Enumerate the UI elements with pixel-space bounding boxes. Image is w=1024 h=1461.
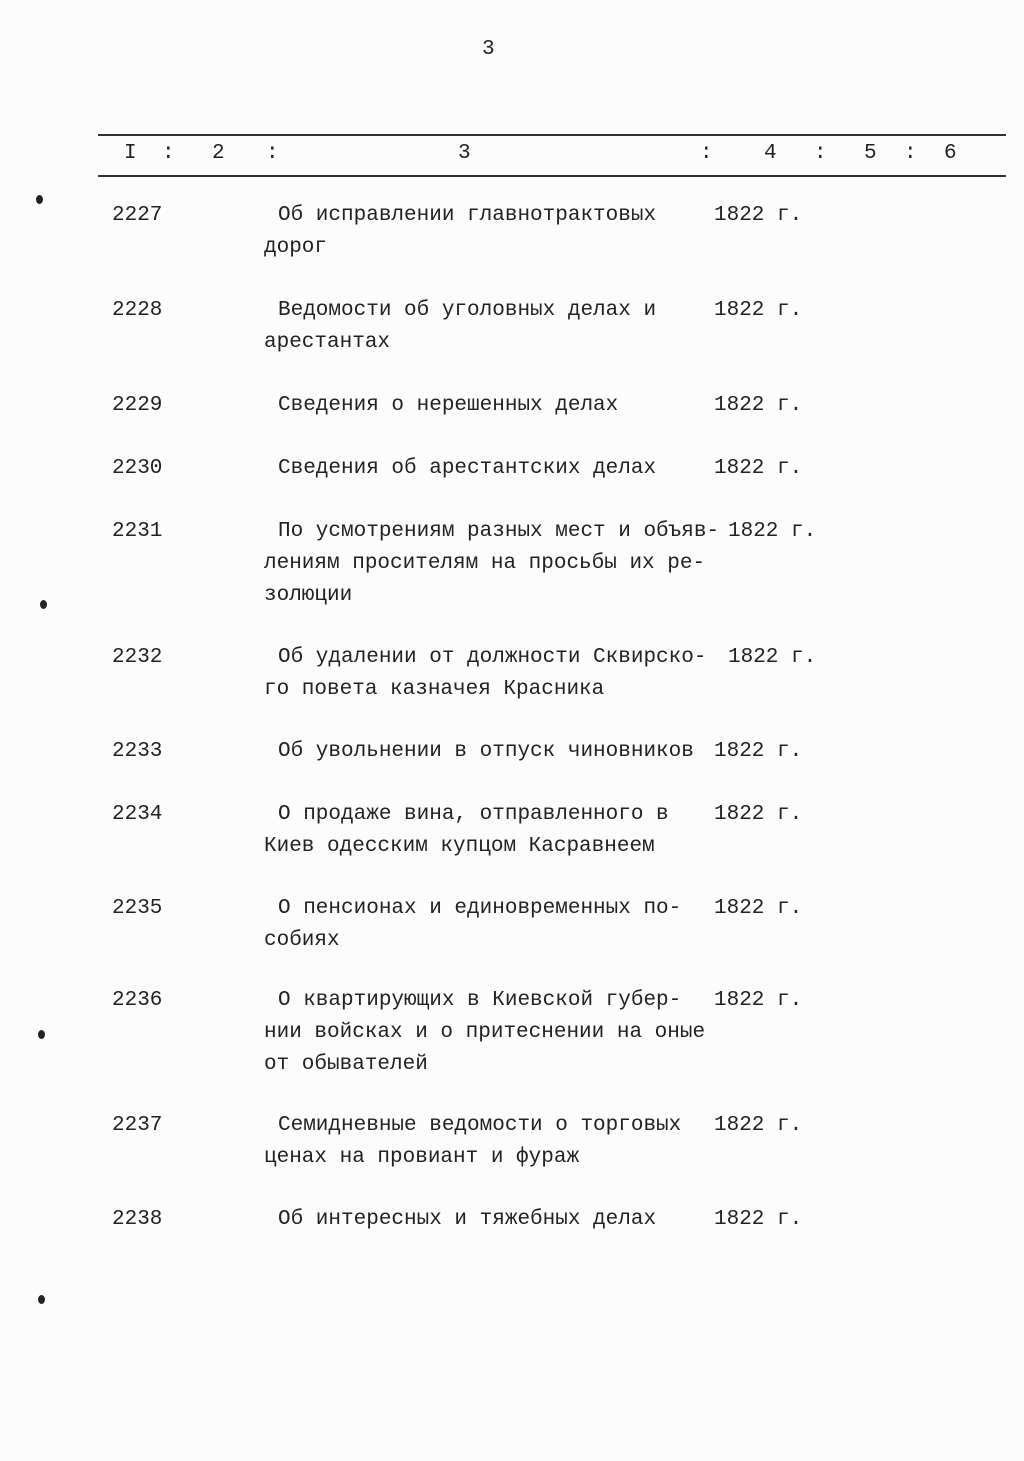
file-title-line: собиях [264, 929, 340, 952]
file-title-line: Киев одесским купцом Касравнеем [264, 835, 655, 858]
file-year: 1822 г. [714, 204, 803, 227]
file-title-line: Об увольнении в отпуск чиновников [278, 740, 694, 763]
file-title-line: О пенсионах и единовременных по- [278, 897, 682, 920]
file-year: 1822 г. [714, 1114, 803, 1137]
file-number: 2228 [112, 299, 163, 322]
file-number: 2233 [112, 740, 163, 763]
file-year: 1822 г. [728, 520, 817, 543]
col-separator: : [700, 142, 713, 165]
col-header-1: I [124, 142, 137, 165]
col-separator: : [814, 142, 827, 165]
file-title-line: Ведомости об уголовных делах и [278, 299, 657, 322]
file-title-line: дорог [264, 236, 328, 259]
file-number: 2237 [112, 1114, 163, 1137]
file-year: 1822 г. [714, 897, 803, 920]
file-number: 2230 [112, 457, 163, 480]
file-title-line: золюции [264, 584, 353, 607]
file-title-line: О продаже вина, отправленного в [278, 803, 669, 826]
file-title-line: Об удалении от должности Сквирско- [278, 646, 707, 669]
file-year: 1822 г. [728, 646, 817, 669]
file-title-line: Семидневные ведомости о торговых [278, 1114, 682, 1137]
binding-hole-mark [38, 1295, 45, 1304]
file-title-line: Сведения о нерешенных делах [278, 394, 619, 417]
file-title-line: го повета казначея Красника [264, 678, 605, 701]
col-separator: : [162, 142, 175, 165]
file-title-line: Об интересных и тяжебных делах [278, 1208, 657, 1231]
file-year: 1822 г. [714, 1208, 803, 1231]
file-year: 1822 г. [714, 989, 803, 1012]
file-year: 1822 г. [714, 803, 803, 826]
file-number: 2234 [112, 803, 163, 826]
col-header-2: 2 [212, 142, 225, 165]
file-title-line: лениям просителям на просьбы их ре- [264, 552, 706, 575]
binding-hole-mark [38, 1030, 45, 1039]
binding-hole-mark [40, 600, 47, 609]
file-title-line: Об исправлении главнотрактовых [278, 204, 657, 227]
file-year: 1822 г. [714, 457, 803, 480]
col-header-6: 6 [944, 142, 957, 165]
col-header-4: 4 [764, 142, 777, 165]
binding-hole-mark [36, 195, 43, 204]
file-title-line: арестантах [264, 331, 391, 354]
col-header-5: 5 [864, 142, 877, 165]
col-header-3: 3 [458, 142, 471, 165]
file-number: 2231 [112, 520, 163, 543]
file-year: 1822 г. [714, 394, 803, 417]
file-number: 2236 [112, 989, 163, 1012]
file-title-line: ценах на провиант и фураж [264, 1146, 580, 1169]
file-number: 2229 [112, 394, 163, 417]
header-top-rule [98, 134, 1006, 136]
col-separator: : [266, 142, 279, 165]
col-separator: : [904, 142, 917, 165]
file-title-line: нии войсках и о притеснении на оные [264, 1021, 706, 1044]
file-title-line: Сведения об арестантских делах [278, 457, 657, 480]
file-number: 2238 [112, 1208, 163, 1231]
file-title-line: от обывателей [264, 1053, 428, 1076]
page-number: 3 [482, 38, 495, 61]
file-number: 2227 [112, 204, 163, 227]
file-number: 2232 [112, 646, 163, 669]
file-title-line: О квартирующих в Киевской губер- [278, 989, 682, 1012]
file-year: 1822 г. [714, 740, 803, 763]
file-title-line: По усмотрениям разных мест и объяв- [278, 520, 720, 543]
header-bottom-rule [98, 175, 1006, 177]
file-year: 1822 г. [714, 299, 803, 322]
file-number: 2235 [112, 897, 163, 920]
